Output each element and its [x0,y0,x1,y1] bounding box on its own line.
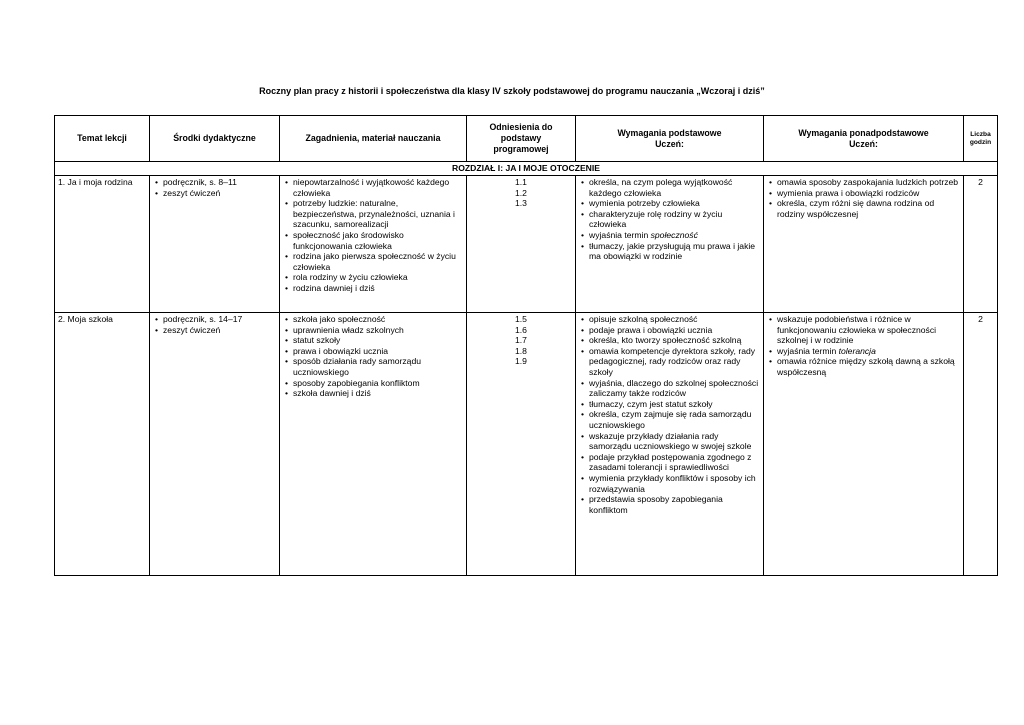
header-means: Środki dydaktyczne [150,116,280,162]
list-item: • rodzina dawniej i dziś [293,283,463,294]
list-item: • wymienia prawa i obowiązki rodziców [777,188,960,199]
list-item: • podaje prawa i obowiązki ucznia [589,325,760,336]
list-item [589,230,760,241]
list-item-text: wyjaśnia termin [589,229,651,240]
lesson-plan-table [54,115,998,576]
list-item: • opisuje szkolną społeczność [589,314,760,325]
advanced-requirements-cell [764,176,964,313]
list-item: • określa, czym zajmuje się rada samorządu uczniowskiego [589,409,760,430]
ref-value: 1.3 [515,198,527,209]
list-item: • tłumaczy, czym jest statut szkoły [589,399,760,410]
header-advanced-line2: Uczeń: [849,138,878,149]
list-item: • prawa i obowiązki ucznia [293,346,463,357]
issues-cell [280,313,467,576]
list-item: • podręcznik, s. 8–11 [163,177,276,188]
header-advanced-line1: Wymagania ponadpodstawowe [798,127,929,138]
ref-value: 1.2 [515,187,527,198]
list-item: • społeczność jako środowisko funkcjonowania człowieka [293,230,463,251]
table-row [55,313,998,576]
list-item: • potrzeby ludzkie: naturalne, bezpieczeństwa, przynależności, uznania i szacunku, samorealizacji [293,198,463,230]
list-item-text: wyjaśnia termin [777,345,839,356]
list-item: • sposoby zapobiegania konfliktom [293,378,463,389]
ref-value: 1.1 [515,177,527,187]
list-item: • rola rodziny w życiu człowieka [293,272,463,283]
list-item: • omawia sposoby zaspokajania ludzkich potrzeb [777,177,960,188]
table-row [55,176,998,313]
page-title: Roczny plan pracy z historii i społeczeństwa dla klasy IV szkoły podstawowej do programu nauczania „Wczoraj i dziś” [259,86,765,96]
header-basic-line2: Uczeń: [655,138,684,149]
list-item: • podręcznik, s. 14–17 [163,314,276,325]
list-item: • zeszyt ćwiczeń [163,188,276,199]
issues-cell [280,176,467,313]
topic-cell: 1. Ja i moja rodzina [55,176,150,313]
list-item [777,346,960,357]
list-item: • uprawnienia władz szkolnych [293,325,463,336]
ref-value: 1.8 [515,345,527,356]
means-cell [150,176,280,313]
header-refs [467,116,576,162]
ref-value: 1.6 [515,324,527,335]
list-item: • określa, czym różni się dawna rodzina od rodziny współczesnej [777,198,960,219]
header-hours-line2: godzin [969,138,992,146]
list-item: • wymienia potrzeby człowieka [589,198,760,209]
section-row [55,162,998,176]
list-item: • podaje przykład postępowania zgodnego z zasadami tolerancji i sprawiedliwości [589,452,760,473]
term-italic: społeczność [650,229,698,240]
means-cell [150,313,280,576]
header-topic: Temat lekcji [55,116,150,162]
list-item: • określa, na czym polega wyjątkowość każdego człowieka [589,177,760,198]
list-item: • wskazuje podobieństwa i różnice w funkcjonowaniu człowieka w społeczności szkolnej i w rodzinie [777,314,960,346]
hours-cell: 2 [964,313,998,576]
header-issues: Zagadnienia, materiał nauczania [280,116,467,162]
list-item: • sposób działania rady samorządu uczniowskiego [293,356,463,377]
basic-requirements-cell [576,313,764,576]
hours-cell: 2 [964,176,998,313]
list-item: • wyjaśnia, dlaczego do szkolnej społeczności zaliczamy także rodziców [589,378,760,399]
header-hours-line1: Liczba [970,130,991,138]
ref-value: 1.7 [515,335,527,346]
ref-value: 1.5 [515,314,527,324]
list-item: • zeszyt ćwiczeń [163,325,276,336]
list-item: • niepowtarzalność i wyjątkowość każdego człowieka [293,177,463,198]
header-row [55,116,998,162]
header-refs-line2: podstawy [500,133,542,144]
list-item: • wskazuje przykłady działania rady samorządu uczniowskiego w swojej szkole [589,431,760,452]
header-basic [576,116,764,162]
header-basic-line1: Wymagania podstawowe [617,127,722,138]
refs-cell [467,176,576,313]
refs-cell [467,313,576,576]
basic-requirements-cell [576,176,764,313]
term-italic: tolerancja [838,345,876,356]
list-item: • statut szkoły [293,335,463,346]
topic-cell: 2. Moja szkoła [55,313,150,576]
list-item: • szkoła dawniej i dziś [293,388,463,399]
header-refs-line3: programowej [493,143,549,154]
header-advanced [764,116,964,162]
ref-value: 1.9 [515,356,527,367]
list-item: • omawia kompetencje dyrektora szkoły, rady pedagogicznej, rady rodziców oraz rady szkoły [589,346,760,378]
list-item: • tłumaczy, jakie przysługują mu prawa i jakie ma obowiązki w rodzinie [589,241,760,262]
header-hours [964,116,998,162]
header-refs-line1: Odniesienia do [489,122,553,133]
list-item: • omawia różnice między szkołą dawną a szkołą współczesną [777,356,960,377]
section-title: ROZDZIAŁ I: JA I MOJE OTOCZENIE [55,162,998,176]
list-item: • określa, kto tworzy społeczność szkolną [589,335,760,346]
list-item: • przedstawia sposoby zapobiegania konfliktom [589,494,760,515]
advanced-requirements-cell [764,313,964,576]
list-item: • charakteryzuje rolę rodziny w życiu człowieka [589,209,760,230]
list-item: • szkoła jako społeczność [293,314,463,325]
list-item: • rodzina jako pierwsza społeczność w życiu człowieka [293,251,463,272]
list-item: • wymienia przykłady konfliktów i sposoby ich rozwiązywania [589,473,760,494]
